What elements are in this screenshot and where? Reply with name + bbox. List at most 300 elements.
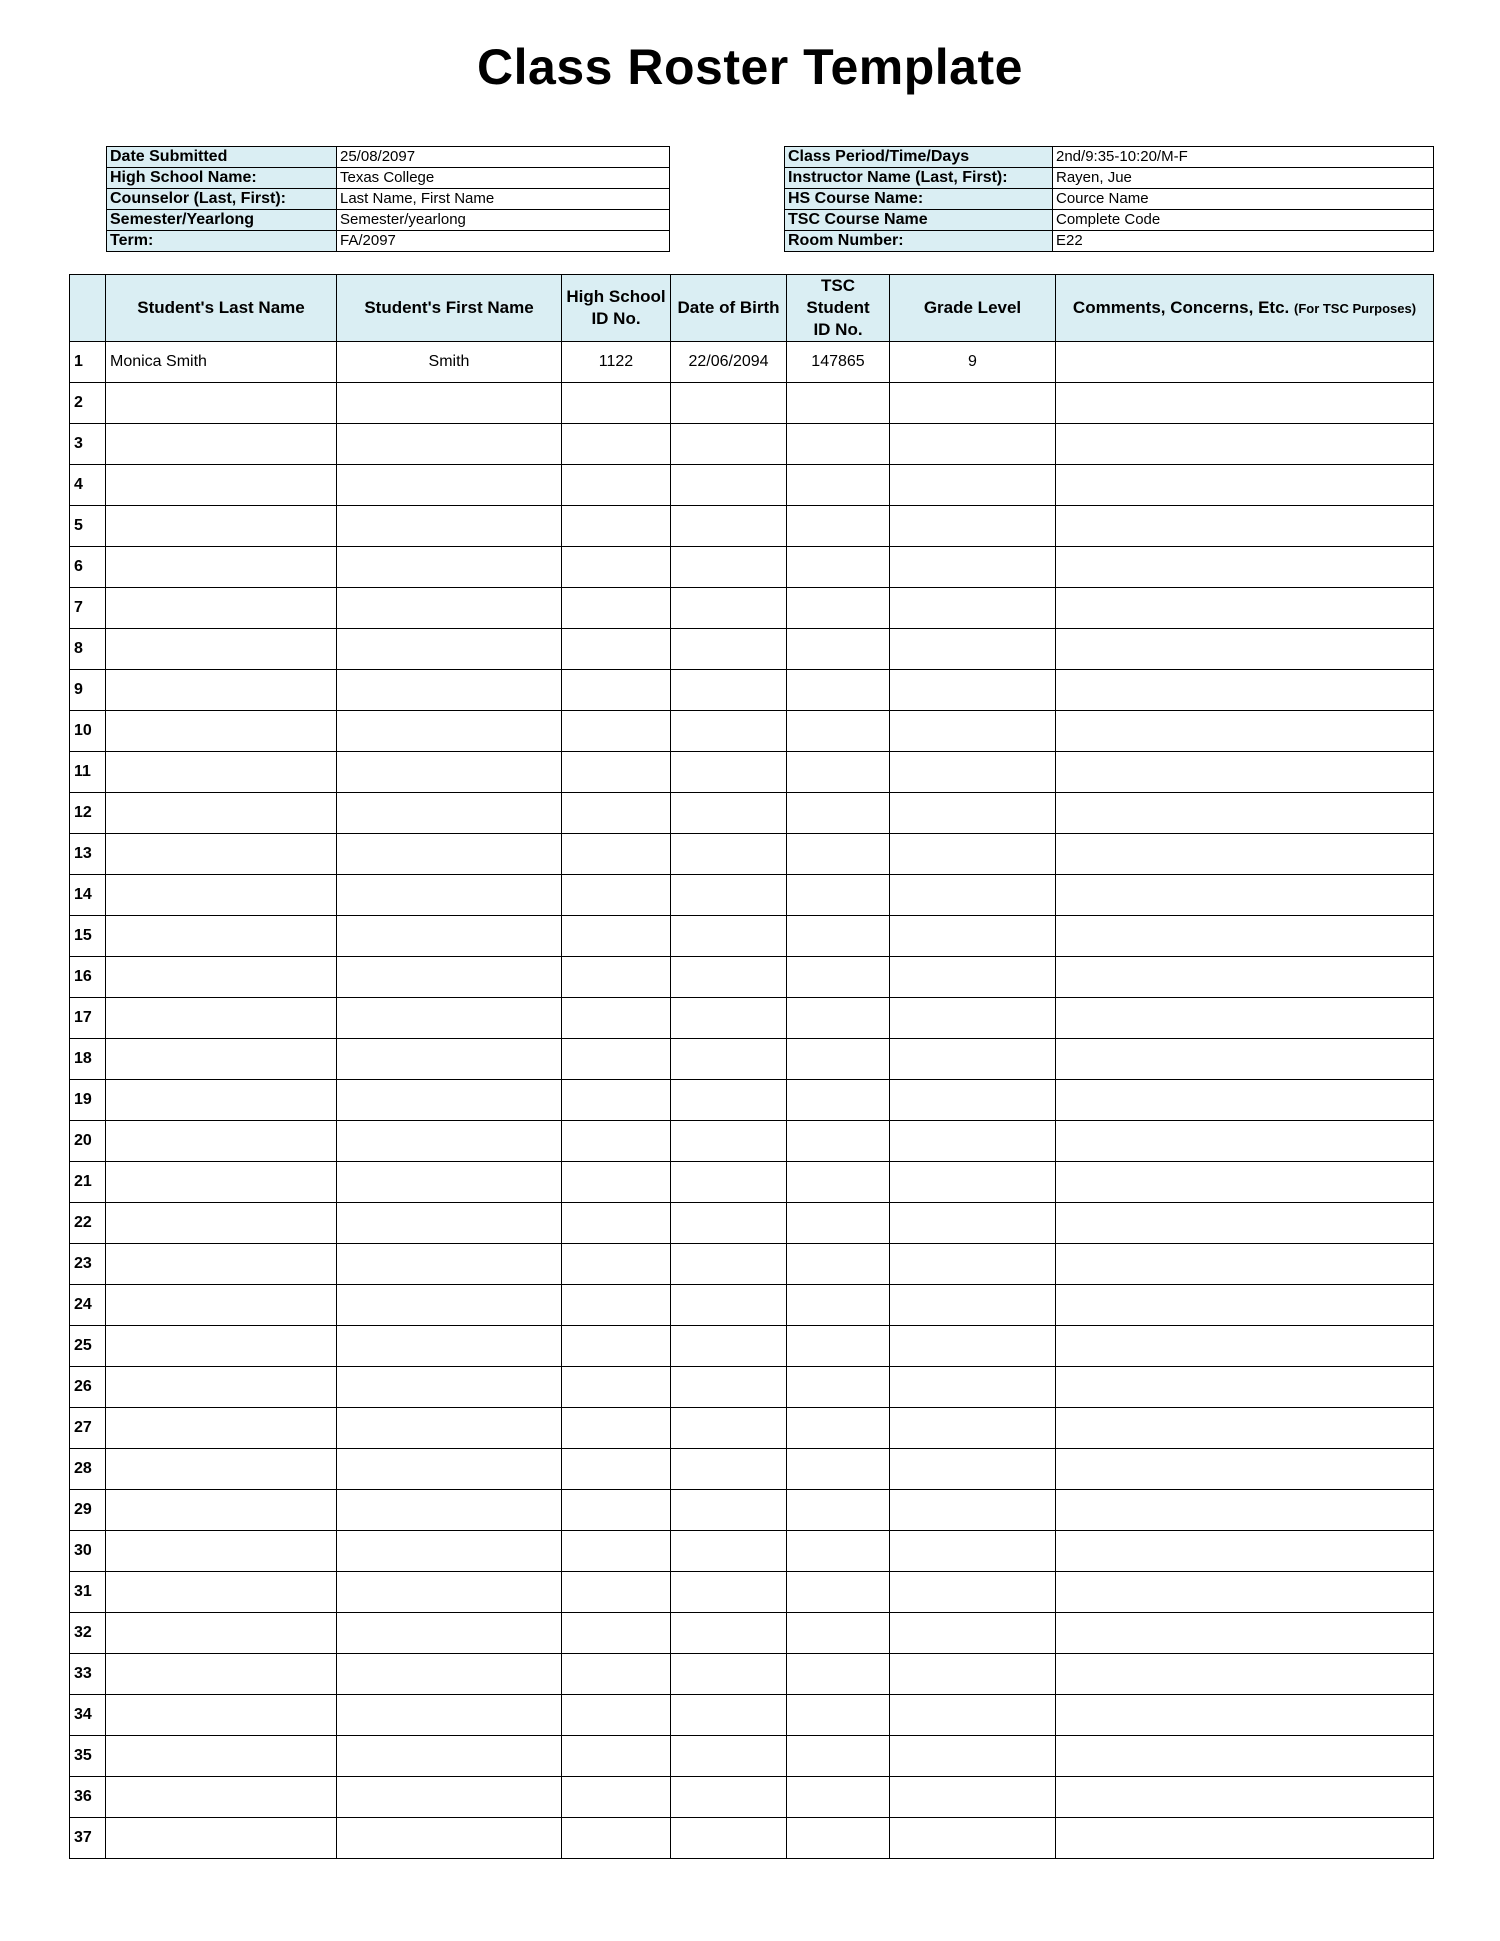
dob-cell[interactable] bbox=[671, 506, 787, 547]
info-value[interactable]: Complete Code bbox=[1053, 210, 1434, 231]
first-name-cell[interactable] bbox=[337, 465, 562, 506]
dob-cell[interactable] bbox=[671, 1613, 787, 1654]
tsc-id-cell[interactable] bbox=[787, 547, 890, 588]
table-row bbox=[70, 1531, 1434, 1572]
last-name-cell[interactable] bbox=[106, 1695, 337, 1736]
grade-cell[interactable] bbox=[890, 1203, 1056, 1244]
hs-id-cell[interactable] bbox=[562, 1490, 671, 1531]
grade-cell[interactable] bbox=[890, 1039, 1056, 1080]
comments-cell[interactable] bbox=[1056, 465, 1434, 506]
tsc-id-cell[interactable] bbox=[787, 1039, 890, 1080]
table-row bbox=[70, 1695, 1434, 1736]
first-name-cell[interactable] bbox=[337, 1613, 562, 1654]
grade-cell[interactable] bbox=[890, 1654, 1056, 1695]
dob-cell[interactable] bbox=[671, 1285, 787, 1326]
grade-cell[interactable] bbox=[890, 1367, 1056, 1408]
last-name-cell[interactable] bbox=[106, 424, 337, 465]
hs-id-cell[interactable] bbox=[562, 793, 671, 834]
hs-id-cell[interactable] bbox=[562, 547, 671, 588]
row-number: 29 bbox=[70, 1490, 106, 1531]
comments-cell[interactable] bbox=[1056, 711, 1434, 752]
dob-cell[interactable] bbox=[671, 957, 787, 998]
comments-cell[interactable] bbox=[1056, 1408, 1434, 1449]
comments-cell[interactable] bbox=[1056, 547, 1434, 588]
info-value[interactable]: Texas College bbox=[337, 168, 670, 189]
page-title: Class Roster Template bbox=[477, 39, 1023, 95]
tsc-id-cell[interactable] bbox=[787, 1080, 890, 1121]
table-row bbox=[70, 1203, 1434, 1244]
tsc-id-cell[interactable] bbox=[787, 629, 890, 670]
last-name-cell[interactable] bbox=[106, 1490, 337, 1531]
first-name-cell[interactable] bbox=[337, 1695, 562, 1736]
first-name-cell[interactable] bbox=[337, 1285, 562, 1326]
last-name-cell[interactable] bbox=[106, 1777, 337, 1818]
hs-id-cell[interactable] bbox=[562, 1572, 671, 1613]
grade-cell[interactable] bbox=[890, 1490, 1056, 1531]
dob-cell[interactable] bbox=[671, 793, 787, 834]
table-row bbox=[70, 588, 1434, 629]
tsc-id-cell[interactable] bbox=[787, 1654, 890, 1695]
dob-cell[interactable] bbox=[671, 670, 787, 711]
first-name-cell[interactable] bbox=[337, 547, 562, 588]
comments-cell[interactable] bbox=[1056, 588, 1434, 629]
first-name-cell[interactable] bbox=[337, 670, 562, 711]
first-name-cell[interactable] bbox=[337, 424, 562, 465]
comments-cell[interactable] bbox=[1056, 1121, 1434, 1162]
comments-cell[interactable] bbox=[1056, 1777, 1434, 1818]
dob-cell[interactable] bbox=[671, 1326, 787, 1367]
hs-id-cell[interactable] bbox=[562, 1080, 671, 1121]
first-name-cell[interactable] bbox=[337, 1736, 562, 1777]
dob-cell[interactable] bbox=[671, 711, 787, 752]
comments-cell[interactable] bbox=[1056, 1654, 1434, 1695]
row-number: 9 bbox=[70, 670, 106, 711]
dob-cell[interactable] bbox=[671, 1449, 787, 1490]
comments-cell[interactable] bbox=[1056, 1285, 1434, 1326]
row-number: 10 bbox=[70, 711, 106, 752]
dob-cell[interactable] bbox=[671, 752, 787, 793]
last-name-cell[interactable] bbox=[106, 1285, 337, 1326]
comments-cell[interactable] bbox=[1056, 1244, 1434, 1285]
first-name-cell[interactable] bbox=[337, 1244, 562, 1285]
first-name-cell[interactable] bbox=[337, 916, 562, 957]
grade-cell[interactable] bbox=[890, 1326, 1056, 1367]
dob-cell[interactable] bbox=[671, 1654, 787, 1695]
hs-id-cell[interactable] bbox=[562, 588, 671, 629]
dob-cell[interactable] bbox=[671, 1818, 787, 1859]
hs-id-cell[interactable] bbox=[562, 1285, 671, 1326]
tsc-id-cell[interactable] bbox=[787, 875, 890, 916]
header-hs-id bbox=[562, 275, 671, 342]
hs-id-cell[interactable] bbox=[562, 1203, 671, 1244]
first-name-cell[interactable] bbox=[337, 1818, 562, 1859]
hs-id-cell[interactable] bbox=[562, 1326, 671, 1367]
hs-id-cell[interactable] bbox=[562, 1449, 671, 1490]
tsc-id-cell[interactable] bbox=[787, 506, 890, 547]
dob-cell[interactable]: 22/06/2094 bbox=[671, 342, 787, 383]
dob-cell[interactable] bbox=[671, 916, 787, 957]
tsc-id-cell[interactable] bbox=[787, 1531, 890, 1572]
hs-id-cell[interactable] bbox=[562, 1531, 671, 1572]
table-row bbox=[70, 342, 1434, 383]
tsc-id-cell[interactable]: 147865 bbox=[787, 342, 890, 383]
last-name-cell[interactable] bbox=[106, 875, 337, 916]
comments-cell[interactable] bbox=[1056, 1572, 1434, 1613]
comments-cell[interactable] bbox=[1056, 834, 1434, 875]
tsc-id-cell[interactable] bbox=[787, 1572, 890, 1613]
comments-cell[interactable] bbox=[1056, 1326, 1434, 1367]
last-name-cell[interactable] bbox=[106, 834, 337, 875]
tsc-id-cell[interactable] bbox=[787, 1162, 890, 1203]
tsc-id-cell[interactable] bbox=[787, 1449, 890, 1490]
comments-cell[interactable] bbox=[1056, 1449, 1434, 1490]
hs-id-cell[interactable] bbox=[562, 752, 671, 793]
first-name-cell[interactable] bbox=[337, 1449, 562, 1490]
row-number: 30 bbox=[70, 1531, 106, 1572]
info-value[interactable]: E22 bbox=[1053, 231, 1434, 252]
first-name-cell[interactable] bbox=[337, 588, 562, 629]
dob-cell[interactable] bbox=[671, 588, 787, 629]
dob-cell[interactable] bbox=[671, 1039, 787, 1080]
first-name-cell[interactable] bbox=[337, 1162, 562, 1203]
grade-cell[interactable] bbox=[890, 875, 1056, 916]
hs-id-cell[interactable] bbox=[562, 670, 671, 711]
last-name-cell[interactable] bbox=[106, 506, 337, 547]
tsc-id-cell[interactable] bbox=[787, 1326, 890, 1367]
last-name-cell[interactable] bbox=[106, 1449, 337, 1490]
dob-cell[interactable] bbox=[671, 834, 787, 875]
last-name-cell[interactable] bbox=[106, 1244, 337, 1285]
last-name-cell[interactable] bbox=[106, 1654, 337, 1695]
hs-id-cell[interactable] bbox=[562, 424, 671, 465]
comments-cell[interactable] bbox=[1056, 1695, 1434, 1736]
table-row bbox=[70, 1613, 1434, 1654]
hs-id-cell[interactable] bbox=[562, 998, 671, 1039]
first-name-cell[interactable] bbox=[337, 875, 562, 916]
hs-id-cell[interactable] bbox=[562, 1039, 671, 1080]
hs-id-cell[interactable] bbox=[562, 383, 671, 424]
first-name-cell[interactable] bbox=[337, 1654, 562, 1695]
last-name-cell[interactable] bbox=[106, 1162, 337, 1203]
last-name-cell[interactable] bbox=[106, 588, 337, 629]
row-number: 3 bbox=[70, 424, 106, 465]
tsc-id-cell[interactable] bbox=[787, 793, 890, 834]
grade-cell[interactable] bbox=[890, 834, 1056, 875]
dob-cell[interactable] bbox=[671, 1080, 787, 1121]
hs-id-cell[interactable] bbox=[562, 506, 671, 547]
first-name-cell[interactable] bbox=[337, 957, 562, 998]
hs-id-cell[interactable] bbox=[562, 1408, 671, 1449]
info-value[interactable]: Rayen, Jue bbox=[1053, 168, 1434, 189]
grade-cell[interactable] bbox=[890, 1408, 1056, 1449]
dob-cell[interactable] bbox=[671, 1572, 787, 1613]
dob-cell[interactable] bbox=[671, 1490, 787, 1531]
tsc-id-cell[interactable] bbox=[787, 1244, 890, 1285]
tsc-id-cell[interactable] bbox=[787, 1818, 890, 1859]
grade-cell[interactable] bbox=[890, 1572, 1056, 1613]
hs-id-cell[interactable] bbox=[562, 1121, 671, 1162]
comments-cell[interactable] bbox=[1056, 793, 1434, 834]
hs-id-cell[interactable] bbox=[562, 1244, 671, 1285]
last-name-cell[interactable] bbox=[106, 1531, 337, 1572]
comments-cell[interactable] bbox=[1056, 875, 1434, 916]
first-name-cell[interactable] bbox=[337, 834, 562, 875]
dob-cell[interactable] bbox=[671, 1203, 787, 1244]
first-name-cell[interactable] bbox=[337, 998, 562, 1039]
tsc-id-cell[interactable] bbox=[787, 670, 890, 711]
hs-id-cell[interactable] bbox=[562, 1695, 671, 1736]
row-number: 17 bbox=[70, 998, 106, 1039]
last-name-cell[interactable] bbox=[106, 1121, 337, 1162]
info-value[interactable]: Last Name, First Name bbox=[337, 189, 670, 210]
table-row bbox=[70, 834, 1434, 875]
grade-cell[interactable] bbox=[890, 1244, 1056, 1285]
info-value[interactable]: 2nd/9:35-10:20/M-F bbox=[1053, 147, 1434, 168]
grade-cell[interactable] bbox=[890, 1285, 1056, 1326]
first-name-cell[interactable] bbox=[337, 629, 562, 670]
info-row bbox=[785, 210, 1434, 231]
hs-id-cell[interactable] bbox=[562, 711, 671, 752]
first-name-cell[interactable] bbox=[337, 1121, 562, 1162]
first-name-cell[interactable] bbox=[337, 506, 562, 547]
first-name-cell[interactable] bbox=[337, 1203, 562, 1244]
grade-cell[interactable] bbox=[890, 1613, 1056, 1654]
info-row bbox=[107, 147, 670, 168]
comments-cell[interactable] bbox=[1056, 1490, 1434, 1531]
hs-id-cell[interactable] bbox=[562, 1777, 671, 1818]
first-name-cell[interactable] bbox=[337, 1367, 562, 1408]
comments-cell[interactable] bbox=[1056, 1162, 1434, 1203]
comments-cell[interactable] bbox=[1056, 752, 1434, 793]
grade-cell[interactable] bbox=[890, 1736, 1056, 1777]
dob-cell[interactable] bbox=[671, 998, 787, 1039]
first-name-cell[interactable] bbox=[337, 1408, 562, 1449]
header-dob: Date of Birth bbox=[671, 275, 787, 342]
hs-id-cell[interactable] bbox=[562, 1818, 671, 1859]
dob-cell[interactable] bbox=[671, 1367, 787, 1408]
grade-cell[interactable] bbox=[890, 916, 1056, 957]
last-name-cell[interactable] bbox=[106, 793, 337, 834]
comments-cell[interactable] bbox=[1056, 1613, 1434, 1654]
first-name-cell[interactable]: Smith bbox=[337, 342, 562, 383]
first-name-cell[interactable] bbox=[337, 1572, 562, 1613]
tsc-id-cell[interactable] bbox=[787, 1408, 890, 1449]
grade-cell[interactable] bbox=[890, 383, 1056, 424]
grade-cell[interactable] bbox=[890, 670, 1056, 711]
grade-cell[interactable] bbox=[890, 424, 1056, 465]
first-name-cell[interactable] bbox=[337, 1039, 562, 1080]
first-name-cell[interactable] bbox=[337, 752, 562, 793]
comments-cell[interactable] bbox=[1056, 1080, 1434, 1121]
grade-cell[interactable] bbox=[890, 465, 1056, 506]
comments-cell[interactable] bbox=[1056, 1367, 1434, 1408]
dob-cell[interactable] bbox=[671, 1121, 787, 1162]
last-name-cell[interactable] bbox=[106, 1326, 337, 1367]
comments-cell[interactable] bbox=[1056, 916, 1434, 957]
first-name-cell[interactable] bbox=[337, 383, 562, 424]
info-table-left bbox=[106, 146, 670, 252]
tsc-id-cell[interactable] bbox=[787, 465, 890, 506]
comments-cell[interactable] bbox=[1056, 1203, 1434, 1244]
comments-cell[interactable] bbox=[1056, 998, 1434, 1039]
grade-cell[interactable] bbox=[890, 998, 1056, 1039]
tsc-id-cell[interactable] bbox=[787, 916, 890, 957]
tsc-id-cell[interactable] bbox=[787, 1121, 890, 1162]
table-row bbox=[70, 1326, 1434, 1367]
grade-cell[interactable] bbox=[890, 957, 1056, 998]
comments-cell[interactable] bbox=[1056, 1818, 1434, 1859]
tsc-id-cell[interactable] bbox=[787, 1613, 890, 1654]
tsc-id-cell[interactable] bbox=[787, 424, 890, 465]
tsc-id-cell[interactable] bbox=[787, 1695, 890, 1736]
dob-cell[interactable] bbox=[671, 1695, 787, 1736]
info-value[interactable]: Cource Name bbox=[1053, 189, 1434, 210]
comments-cell[interactable] bbox=[1056, 342, 1434, 383]
row-number: 37 bbox=[70, 1818, 106, 1859]
hs-id-cell[interactable]: 1122 bbox=[562, 342, 671, 383]
last-name-cell[interactable] bbox=[106, 1572, 337, 1613]
header-hs-id-line2: ID No. bbox=[591, 309, 641, 328]
comments-cell[interactable] bbox=[1056, 506, 1434, 547]
last-name-cell[interactable] bbox=[106, 711, 337, 752]
last-name-cell[interactable] bbox=[106, 1367, 337, 1408]
dob-cell[interactable] bbox=[671, 547, 787, 588]
tsc-id-cell[interactable] bbox=[787, 1285, 890, 1326]
comments-cell[interactable] bbox=[1056, 957, 1434, 998]
dob-cell[interactable] bbox=[671, 424, 787, 465]
comments-cell[interactable] bbox=[1056, 629, 1434, 670]
last-name-cell[interactable] bbox=[106, 670, 337, 711]
grade-cell[interactable] bbox=[890, 1695, 1056, 1736]
grade-cell[interactable] bbox=[890, 711, 1056, 752]
tsc-id-cell[interactable] bbox=[787, 1367, 890, 1408]
dob-cell[interactable] bbox=[671, 465, 787, 506]
hs-id-cell[interactable] bbox=[562, 916, 671, 957]
hs-id-cell[interactable] bbox=[562, 834, 671, 875]
grade-cell[interactable] bbox=[890, 588, 1056, 629]
roster-table bbox=[69, 274, 1434, 1859]
grade-cell[interactable] bbox=[890, 793, 1056, 834]
grade-cell[interactable] bbox=[890, 1777, 1056, 1818]
grade-cell[interactable] bbox=[890, 1080, 1056, 1121]
grade-cell[interactable] bbox=[890, 1449, 1056, 1490]
hs-id-cell[interactable] bbox=[562, 957, 671, 998]
tsc-id-cell[interactable] bbox=[787, 752, 890, 793]
last-name-cell[interactable] bbox=[106, 916, 337, 957]
last-name-cell[interactable] bbox=[106, 547, 337, 588]
tsc-id-cell[interactable] bbox=[787, 1203, 890, 1244]
comments-cell[interactable] bbox=[1056, 424, 1434, 465]
dob-cell[interactable] bbox=[671, 629, 787, 670]
last-name-cell[interactable]: Monica Smith bbox=[106, 342, 337, 383]
row-number: 7 bbox=[70, 588, 106, 629]
row-number: 16 bbox=[70, 957, 106, 998]
grade-cell[interactable] bbox=[890, 1121, 1056, 1162]
grade-cell[interactable] bbox=[890, 547, 1056, 588]
last-name-cell[interactable] bbox=[106, 629, 337, 670]
first-name-cell[interactable] bbox=[337, 1490, 562, 1531]
table-row bbox=[70, 998, 1434, 1039]
hs-id-cell[interactable] bbox=[562, 875, 671, 916]
row-number: 26 bbox=[70, 1367, 106, 1408]
info-value[interactable]: 25/08/2097 bbox=[337, 147, 670, 168]
grade-cell[interactable]: 9 bbox=[890, 342, 1056, 383]
last-name-cell[interactable] bbox=[106, 998, 337, 1039]
hs-id-cell[interactable] bbox=[562, 1613, 671, 1654]
hs-id-cell[interactable] bbox=[562, 1654, 671, 1695]
last-name-cell[interactable] bbox=[106, 1039, 337, 1080]
grade-cell[interactable] bbox=[890, 629, 1056, 670]
last-name-cell[interactable] bbox=[106, 1818, 337, 1859]
last-name-cell[interactable] bbox=[106, 752, 337, 793]
dob-cell[interactable] bbox=[671, 1777, 787, 1818]
tsc-id-cell[interactable] bbox=[787, 1490, 890, 1531]
hs-id-cell[interactable] bbox=[562, 629, 671, 670]
tsc-id-cell[interactable] bbox=[787, 383, 890, 424]
grade-cell[interactable] bbox=[890, 1531, 1056, 1572]
info-value[interactable]: Semester/yearlong bbox=[337, 210, 670, 231]
last-name-cell[interactable] bbox=[106, 465, 337, 506]
last-name-cell[interactable] bbox=[106, 1613, 337, 1654]
tsc-id-cell[interactable] bbox=[787, 998, 890, 1039]
first-name-cell[interactable] bbox=[337, 1531, 562, 1572]
tsc-id-cell[interactable] bbox=[787, 1736, 890, 1777]
first-name-cell[interactable] bbox=[337, 1080, 562, 1121]
info-label: TSC Course Name bbox=[785, 210, 1053, 231]
row-number: 32 bbox=[70, 1613, 106, 1654]
hs-id-cell[interactable] bbox=[562, 1736, 671, 1777]
comments-cell[interactable] bbox=[1056, 670, 1434, 711]
hs-id-cell[interactable] bbox=[562, 465, 671, 506]
tsc-id-cell[interactable] bbox=[787, 1777, 890, 1818]
grade-cell[interactable] bbox=[890, 1162, 1056, 1203]
dob-cell[interactable] bbox=[671, 1408, 787, 1449]
table-row bbox=[70, 875, 1434, 916]
grade-cell[interactable] bbox=[890, 1818, 1056, 1859]
tsc-id-cell[interactable] bbox=[787, 834, 890, 875]
first-name-cell[interactable] bbox=[337, 1326, 562, 1367]
last-name-cell[interactable] bbox=[106, 383, 337, 424]
comments-cell[interactable] bbox=[1056, 1736, 1434, 1777]
grade-cell[interactable] bbox=[890, 752, 1056, 793]
tsc-id-cell[interactable] bbox=[787, 711, 890, 752]
last-name-cell[interactable] bbox=[106, 957, 337, 998]
last-name-cell[interactable] bbox=[106, 1080, 337, 1121]
last-name-cell[interactable] bbox=[106, 1736, 337, 1777]
dob-cell[interactable] bbox=[671, 1244, 787, 1285]
tsc-id-cell[interactable] bbox=[787, 588, 890, 629]
info-value[interactable]: FA/2097 bbox=[337, 231, 670, 252]
comments-cell[interactable] bbox=[1056, 1039, 1434, 1080]
last-name-cell[interactable] bbox=[106, 1203, 337, 1244]
grade-cell[interactable] bbox=[890, 506, 1056, 547]
first-name-cell[interactable] bbox=[337, 1777, 562, 1818]
last-name-cell[interactable] bbox=[106, 1408, 337, 1449]
dob-cell[interactable] bbox=[671, 1736, 787, 1777]
dob-cell[interactable] bbox=[671, 875, 787, 916]
dob-cell[interactable] bbox=[671, 1162, 787, 1203]
header-comments bbox=[1056, 275, 1434, 342]
dob-cell[interactable] bbox=[671, 383, 787, 424]
hs-id-cell[interactable] bbox=[562, 1162, 671, 1203]
tsc-id-cell[interactable] bbox=[787, 957, 890, 998]
comments-cell[interactable] bbox=[1056, 383, 1434, 424]
first-name-cell[interactable] bbox=[337, 793, 562, 834]
dob-cell[interactable] bbox=[671, 1531, 787, 1572]
comments-cell[interactable] bbox=[1056, 1531, 1434, 1572]
hs-id-cell[interactable] bbox=[562, 1367, 671, 1408]
first-name-cell[interactable] bbox=[337, 711, 562, 752]
